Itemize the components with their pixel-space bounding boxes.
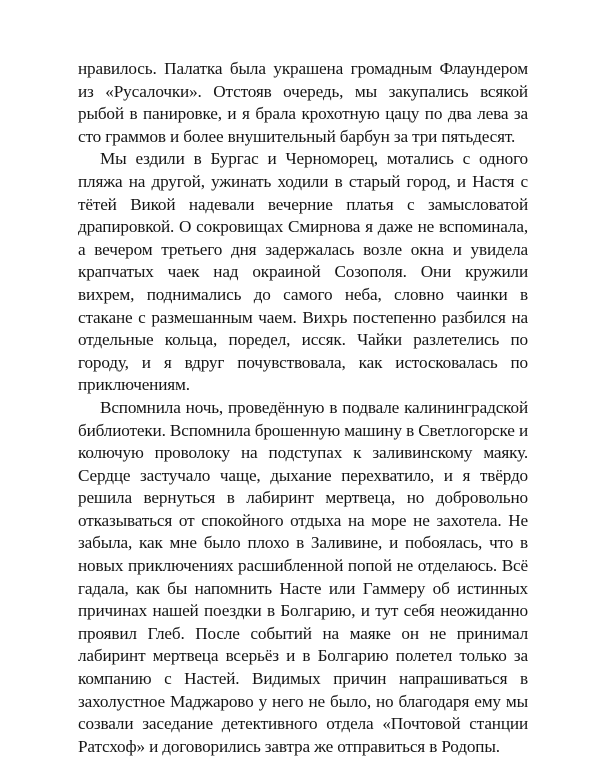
- paragraph-memories: Вспомнила ночь, проведённую в подвале калининградской библиотеки. Вспомнила брошенную машину в Светлогорске и колючую проволоку на подступах к заливинскому маяку. Сердце застучало чаще, дыхание перехватило, и я твёрдо решила вернуться в лабиринт мертвеца, но добровольно отказываться от спокойного отдыха на море не захотела. Не забыла, как мне было плохо в Заливине, и побоялась, что в новых приключениях расшибленной попой не отделаюсь. Всё гадала, как бы напомнить Насте или Гаммеру об истинных причинах нашей поездки в Болгарию, и тут себя неожиданно проявил Глеб. После событий на маяке он не принимал лабиринт мертвеца всерьёз и в Болгарию полетел только за компанию с Настей. Видимых причин напрашиваться в захолустное Маджарово у него не было, но благодаря ему мы созвали заседание детективного отдела «Почтовой станции Ратсхоф» и договорились завтра же отправиться в Родопы.: [78, 397, 528, 756]
- paragraph-continuation: нравилось. Палатка была украшена громадным Флаундером из «Русалочки». Отстояв очередь, мы закупались всякой рыбой в панировке, и я брала крохотную цацу по два лева за сто граммов и более внушительный барбун за три пятьдесят.: [78, 59, 528, 146]
- book-page-text: [78, 58, 528, 758]
- paragraph-trips: Мы ездили в Бургас и Черноморец, мотались с одного пляжа на другой, ужинать ходили в старый город, и Настя с тётей Викой надевали вечерние платья с замысловатой драпировкой. О сокровищах Смирнова я даже не вспоминала, а вечером третьего дня задержалась возле окна и увидела крапчатых чаек над окраиной Созополя. Они кружили вихрем, поднимались до самого неба, словно чаинки в стакане с размешанным чаем. Вихрь постепенно разбился на отдельные кольца, поредел, иссяк. Чайки разлетелись по городу, и я вдруг почувствовала, как истосковалась по приключениям.: [78, 149, 528, 395]
